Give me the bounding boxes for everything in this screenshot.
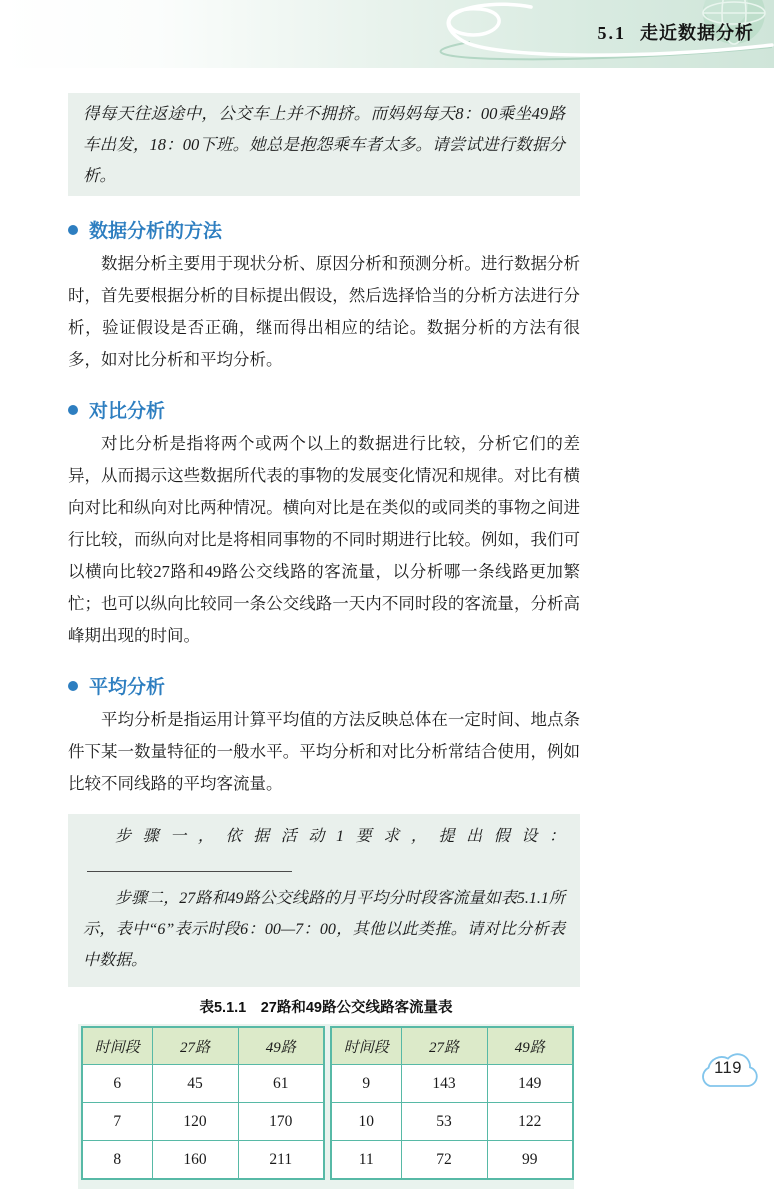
section-title: 走近数据分析	[640, 23, 754, 43]
bullet-icon	[68, 405, 78, 415]
section-number: 5.1	[597, 23, 626, 43]
table-cell: 160	[152, 1141, 238, 1180]
table-cell: 211	[238, 1141, 324, 1180]
section-heading-label: 平均分析	[89, 677, 166, 698]
table-header-row	[82, 1027, 324, 1065]
section-heading-methods	[68, 216, 580, 243]
column-header-time: 时间段	[82, 1027, 152, 1065]
step-one-line	[83, 821, 565, 883]
table-row	[331, 1141, 573, 1180]
page-number-cloud	[691, 1038, 765, 1096]
table-row	[82, 1065, 324, 1103]
section-heading-label: 对比分析	[89, 401, 166, 422]
column-header-bus27: 27路	[401, 1027, 487, 1065]
table-cell: 170	[238, 1103, 324, 1141]
fill-in-blank-line	[87, 855, 292, 872]
passenger-table-right	[330, 1026, 574, 1180]
passenger-flow-table-block	[68, 996, 584, 1189]
column-header-time: 时间段	[331, 1027, 401, 1065]
table-cell: 99	[487, 1141, 573, 1180]
table-header-row	[331, 1027, 573, 1065]
intro-text: 得每天往返途中，公交车上并不拥挤。而妈妈每天8：00乘坐49路车出发，18：00下班。她总是抱怨乘车者太多。请尝试进行数据分析。	[83, 104, 565, 185]
table-cell: 7	[82, 1103, 152, 1141]
section-paragraph: 对比分析是指将两个或两个以上的数据进行比较，分析它们的差异，从而揭示这些数据所代表的事物的发展变化情况和规律。对比有横向对比和纵向对比两种情况。横向对比是在类似的或同类的事物之间进行比较，而纵向对比是将相同事物的不同时期进行比较。例如，我们可以横向比较27路和49路公交线路的客流量，以分析哪一条线路更加繁忙；也可以纵向比较同一条公交线路一天内不同时段的客流量，分析高峰期出现的时间。	[68, 434, 580, 645]
column-header-bus27: 27路	[152, 1027, 238, 1065]
activity-steps-box	[68, 814, 580, 987]
column-header-bus49: 49路	[487, 1027, 573, 1065]
passenger-table-left	[81, 1026, 325, 1180]
page-number: 119	[714, 1059, 742, 1077]
table-row	[331, 1103, 573, 1141]
bullet-icon	[68, 225, 78, 235]
column-header-bus49: 49路	[238, 1027, 324, 1065]
table-cell: 9	[331, 1065, 401, 1103]
step-one-label: 步骤一，依据活动1要求，提出假设：	[115, 828, 565, 845]
table-cell: 8	[82, 1141, 152, 1180]
table-cell: 10	[331, 1103, 401, 1141]
page-header-band	[0, 0, 774, 68]
table-cell: 45	[152, 1065, 238, 1103]
table-panel	[78, 1024, 574, 1189]
table-cell: 11	[331, 1141, 401, 1180]
table-cell: 149	[487, 1065, 573, 1103]
step-two-line: 步骤二，27路和49路公交线路的月平均分时段客流量如表5.1.1所示，表中“6”表示时段6：00—7：00，其他以此类推。请对比分析表中数据。	[83, 890, 565, 969]
table-cell: 143	[401, 1065, 487, 1103]
section-heading-average	[68, 672, 580, 699]
table-row	[82, 1141, 324, 1180]
table-row	[82, 1103, 324, 1141]
table-cell: 122	[487, 1103, 573, 1141]
bullet-icon	[68, 681, 78, 691]
table-cell: 120	[152, 1103, 238, 1141]
table-cell: 61	[238, 1065, 324, 1103]
table-caption: 表5.1.1 27路和49路公交线路客流量表	[199, 1000, 453, 1016]
page-header-title	[598, 19, 755, 45]
section-paragraph: 平均分析是指运用计算平均值的方法反映总体在一定时间、地点条件下某一数量特征的一般水平。平均分析和对比分析常结合使用，例如比较不同线路的平均客流量。	[68, 710, 580, 793]
table-cell: 6	[82, 1065, 152, 1103]
table-row	[331, 1065, 573, 1103]
page-content	[68, 68, 580, 1189]
table-cell: 72	[401, 1141, 487, 1180]
table-cell: 53	[401, 1103, 487, 1141]
section-heading-label: 数据分析的方法	[89, 221, 223, 242]
section-paragraph: 数据分析主要用于现状分析、原因分析和预测分析。进行数据分析时，首先要根据分析的目标提出假设，然后选择恰当的分析方法进行分析，验证假设是否正确，继而得出相应的结论。数据分析的方法有很多，如对比分析和平均分析。	[68, 254, 580, 369]
intro-box	[68, 93, 580, 196]
section-heading-comparison	[68, 396, 580, 423]
